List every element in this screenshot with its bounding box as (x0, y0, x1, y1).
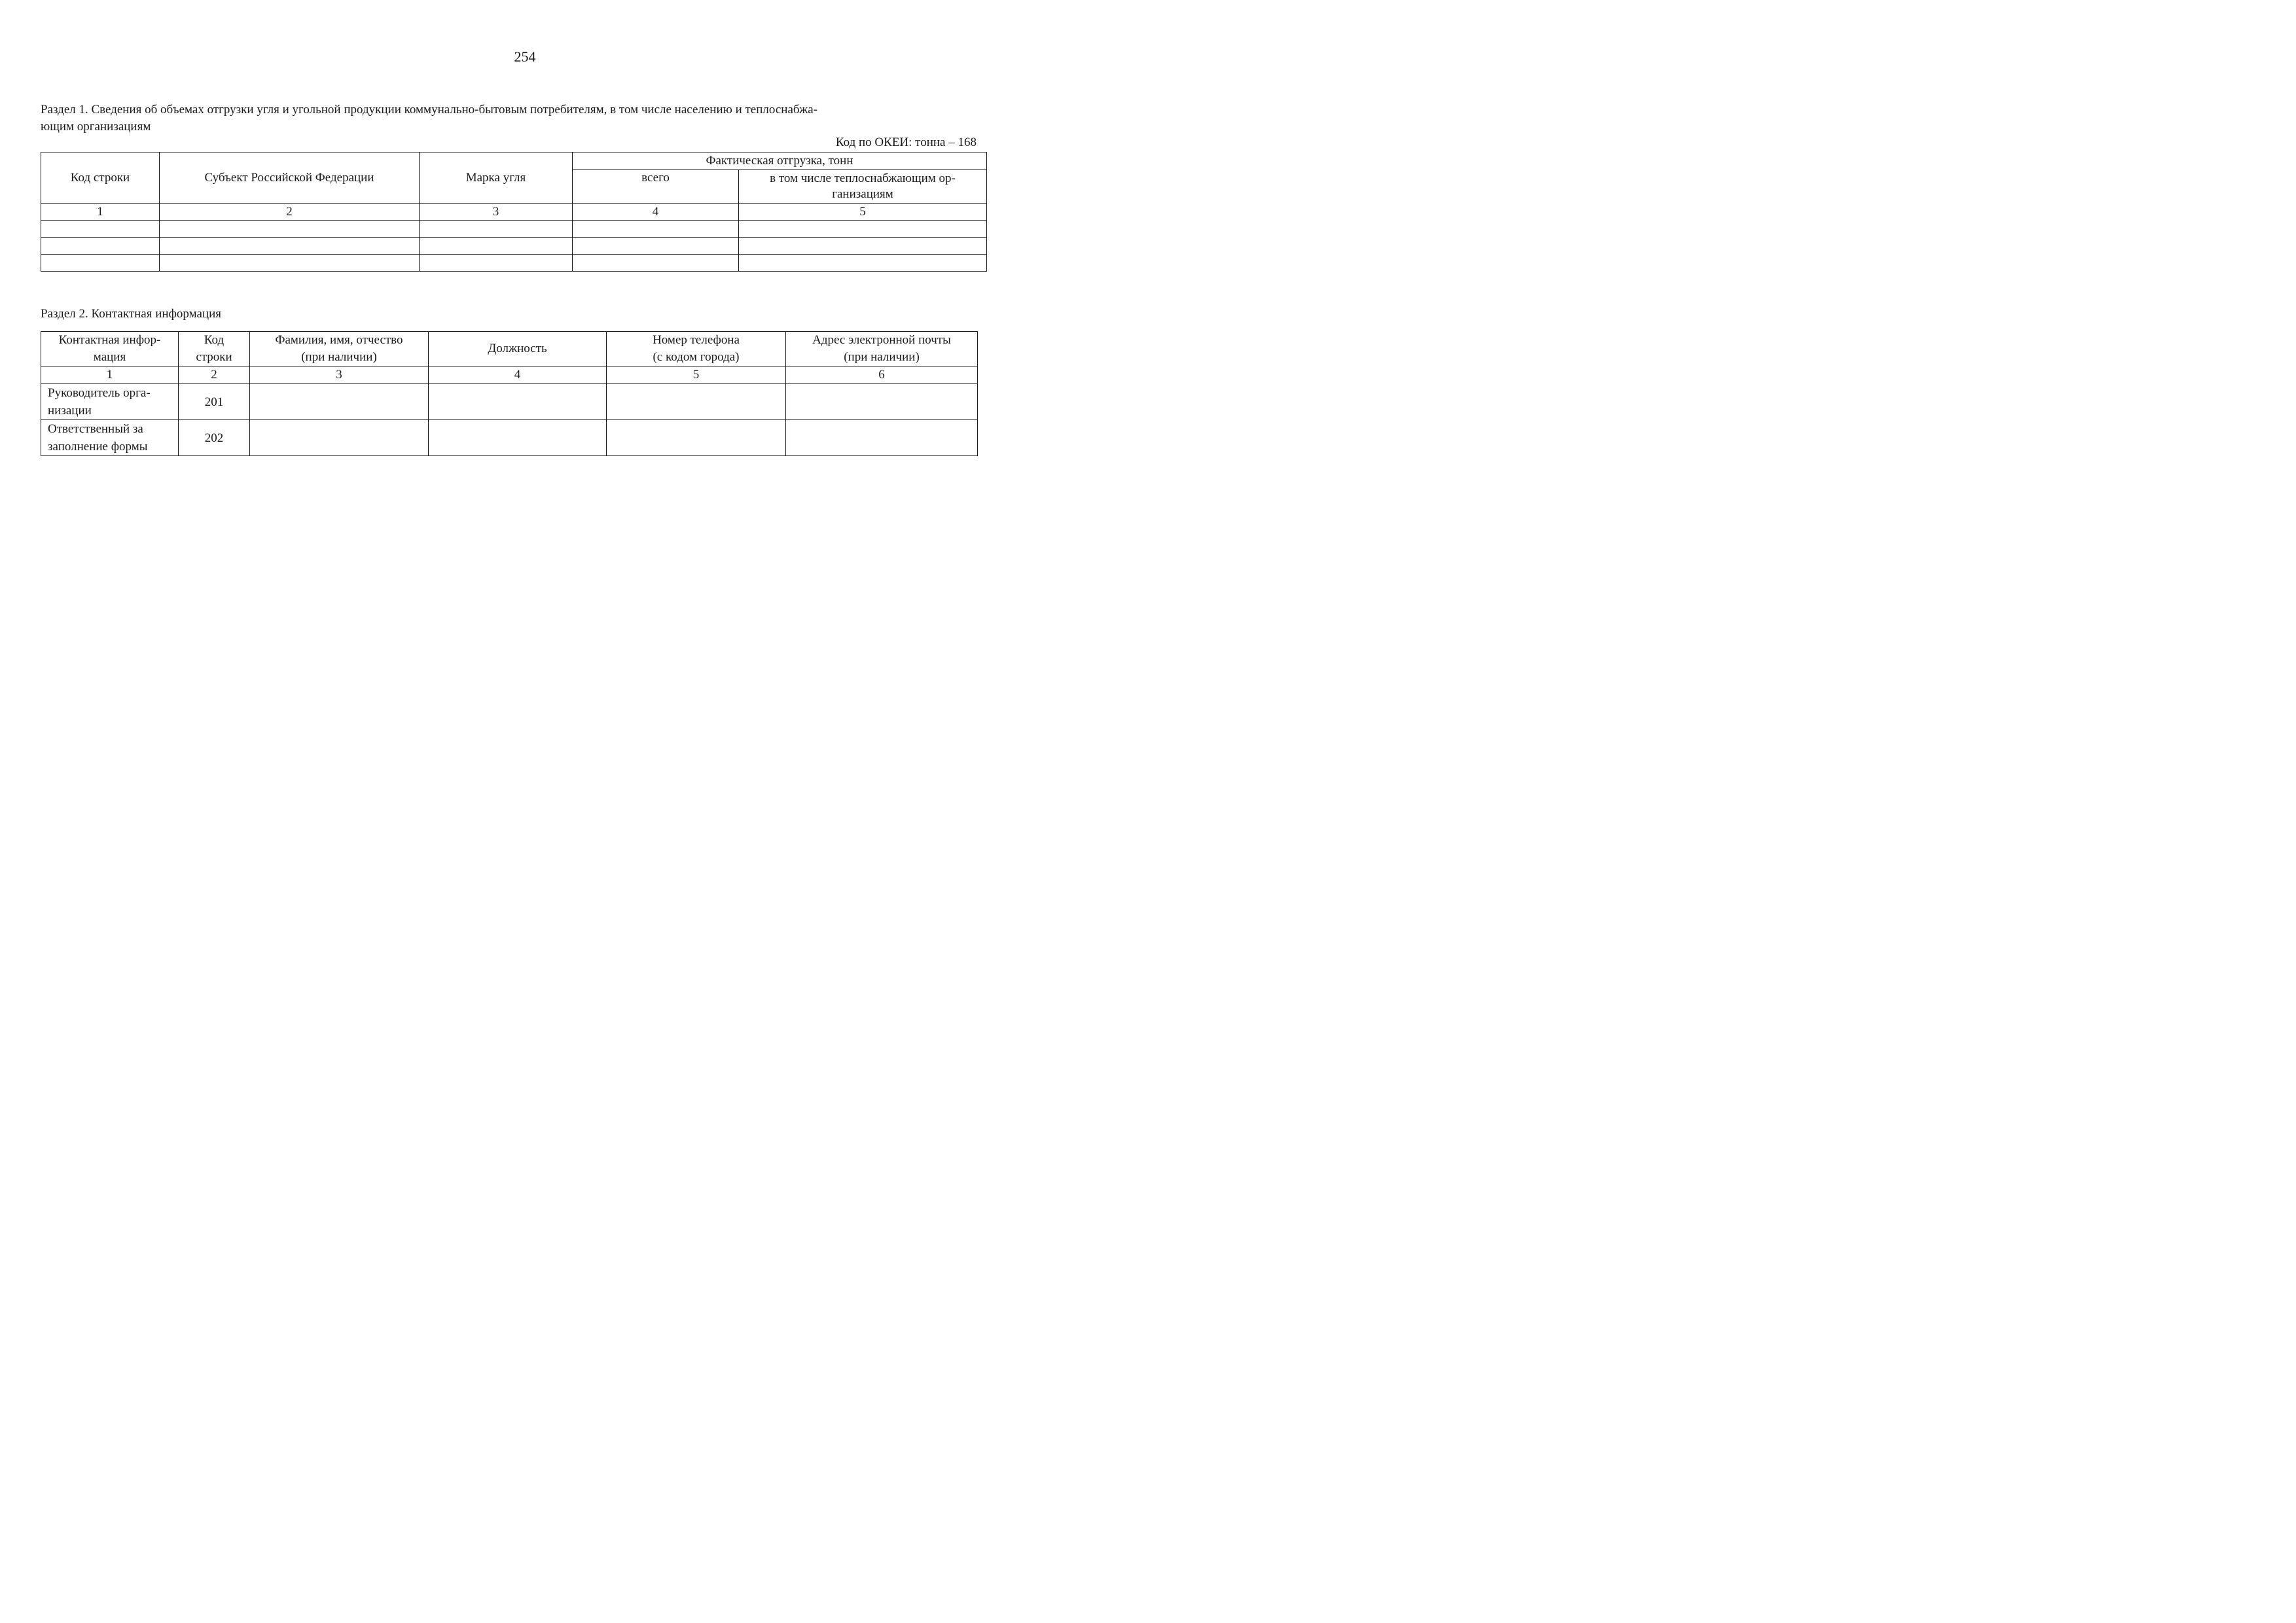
header-email (786, 332, 978, 366)
header-line-code: Код строки (41, 152, 160, 204)
email-cell[interactable] (786, 420, 978, 456)
column-number: 1 (41, 204, 160, 221)
empty-cell[interactable] (573, 238, 739, 255)
phone-cell[interactable] (607, 384, 786, 420)
header-phone-line1: Номер телефона (653, 333, 740, 347)
contact-row-head (41, 384, 978, 420)
header-heat-supply-line2: ганизациям (832, 187, 893, 201)
table1-column-numbers (41, 204, 987, 221)
table1-header-row (41, 152, 987, 170)
header-actual-shipment: Фактическая отгрузка, тонн (573, 152, 987, 170)
empty-cell[interactable] (41, 221, 160, 238)
header-coal-grade: Марка угля (420, 152, 573, 204)
contact-row-label (41, 420, 179, 456)
header-subject: Субъект Российской Федерации (160, 152, 420, 204)
table2-header-row (41, 332, 978, 366)
okei-code: Код по ОКЕИ: тонна – 168 (835, 135, 977, 149)
empty-cell[interactable] (573, 255, 739, 272)
empty-cell[interactable] (41, 238, 160, 255)
header-email-line1: Адрес электронной почты (812, 333, 951, 347)
position-cell[interactable] (429, 384, 607, 420)
empty-cell[interactable] (739, 221, 987, 238)
column-number: 2 (160, 204, 420, 221)
header-contact-line2: мация (93, 350, 126, 364)
empty-cell[interactable] (573, 221, 739, 238)
header-full-name-line1: Фамилия, имя, отчество (275, 333, 403, 347)
header-email-line2: (при наличии) (844, 350, 920, 364)
contact-row-code: 201 (179, 384, 250, 420)
empty-cell[interactable] (420, 255, 573, 272)
column-number: 3 (250, 366, 429, 384)
header-position: Должность (429, 332, 607, 366)
contact-row-label-line2: заполнение формы (48, 440, 148, 454)
section1-title (41, 101, 980, 135)
header-code-line2: строки (196, 350, 232, 364)
page-number: 254 (514, 48, 536, 65)
empty-cell[interactable] (41, 255, 160, 272)
column-number: 5 (739, 204, 987, 221)
header-contact (41, 332, 179, 366)
position-cell[interactable] (429, 420, 607, 456)
column-number: 4 (429, 366, 607, 384)
section2-title: Раздел 2. Контактная информация (41, 307, 221, 321)
contact-row-label-line1: Руководитель орга- (48, 386, 151, 400)
section1-table (41, 152, 987, 272)
empty-cell[interactable] (160, 238, 420, 255)
empty-cell[interactable] (420, 221, 573, 238)
contact-row-label (41, 384, 179, 420)
column-number: 2 (179, 366, 250, 384)
table1-empty-row (41, 238, 987, 255)
header-contact-line1: Контактная инфор- (58, 333, 161, 347)
full-name-cell[interactable] (250, 384, 429, 420)
header-phone-line2: (с кодом города) (653, 350, 740, 364)
table1-empty-row (41, 255, 987, 272)
header-code (179, 332, 250, 366)
header-heat-supply (739, 170, 987, 204)
phone-cell[interactable] (607, 420, 786, 456)
empty-cell[interactable] (160, 221, 420, 238)
header-code-line1: Код (204, 333, 224, 347)
empty-cell[interactable] (739, 255, 987, 272)
contact-row-code: 202 (179, 420, 250, 456)
empty-cell[interactable] (739, 238, 987, 255)
contact-row-label-line2: низации (48, 404, 92, 418)
contact-row-responsible (41, 420, 978, 456)
column-number: 1 (41, 366, 179, 384)
table1-empty-row (41, 221, 987, 238)
section1-title-line2: ющим организациям (41, 120, 151, 134)
empty-cell[interactable] (420, 238, 573, 255)
section2-table (41, 331, 978, 456)
section1-title-line1: Раздел 1. Сведения об объемах отгрузки угля и угольной продукции коммунально-бытовым потребителям, в том числе населению и теплоснабжа- (41, 103, 817, 116)
header-full-name-line2: (при наличии) (301, 350, 377, 364)
column-number: 4 (573, 204, 739, 221)
column-number: 5 (607, 366, 786, 384)
header-total: всего (573, 170, 739, 204)
column-number: 3 (420, 204, 573, 221)
table2-column-numbers (41, 366, 978, 384)
header-heat-supply-line1: в том числе теплоснабжающим ор- (770, 171, 956, 185)
empty-cell[interactable] (160, 255, 420, 272)
header-phone (607, 332, 786, 366)
email-cell[interactable] (786, 384, 978, 420)
column-number: 6 (786, 366, 978, 384)
full-name-cell[interactable] (250, 420, 429, 456)
contact-row-label-line1: Ответственный за (48, 422, 143, 436)
header-full-name (250, 332, 429, 366)
